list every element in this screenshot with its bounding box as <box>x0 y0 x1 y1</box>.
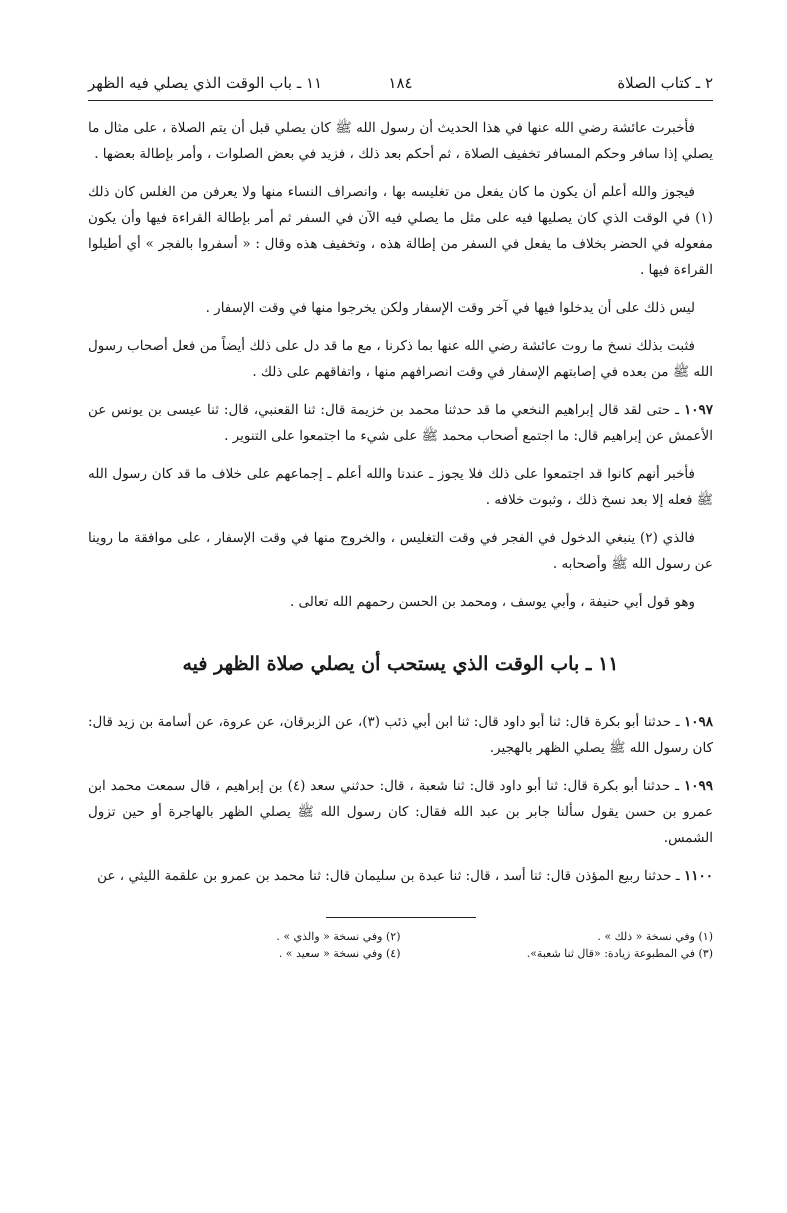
footnote: (١) وفي نسخة « ذلك » . <box>597 930 713 943</box>
chapter-heading: ١١ ـ باب الوقت الذي يستحب أن يصلي صلاة الظهر فيه <box>182 653 619 675</box>
hadith-1100: ١١٠٠ ـ حدثنا ربيع المؤذن قال: ثنا أسد ، قال: ثنا عبدة بن سليمان قال: ثنا محمد بن عمرو بن علقمة الليثي ، عن <box>97 868 713 884</box>
page-number: ١٨٤ <box>388 74 413 92</box>
hadith-1099: ١٠٩٩ ـ حدثنا أبو بكرة قال: ثنا أبو داود قال: ثنا شعبة ، قال: حدثني سعد (٤) بن إبراهيم ، قال سمعت محمد ابن عمرو بن حسن يقول سألنا جابر بن عبد الله فقال: كان رسول الله ﷺ يصلي الظهر بالهاجرة أو حين تزول الشمس. <box>88 778 713 846</box>
hadith-number: ١١٠٠ <box>683 868 713 884</box>
paragraph: وهو قول أبي حنيفة ، وأبي يوسف ، ومحمد بن الحسن رحمهم الله تعالى . <box>289 594 695 610</box>
footnote: (٣) في المطبوعة زيادة: «قال ثنا شعبة». <box>526 947 713 960</box>
hadith-text: حدثنا ربيع المؤذن قال: ثنا أسد ، قال: ثنا عبدة بن سليمان قال: ثنا محمد بن عمرو بن علقمة الليثي ، عن <box>97 868 672 884</box>
footnote: (٢) وفي نسخة « والذي » . <box>276 930 401 943</box>
paragraph: ليس ذلك على أن يدخلوا فيها في آخر وقت الإسفار ولكن يخرجوا منها في وقت الإسفار . <box>205 300 695 316</box>
paragraph: فثبت بذلك نسخ ما روت عائشة رضي الله عنها بما ذكرنا ، مع ما قد دل على ذلك أيضاً من فعل أصحاب رسول الله ﷺ من بعده في إصابتهم الإسفار في وقت انصرافهم منها ، واتفاقهم على ذلك . <box>88 338 713 380</box>
book-page <box>88 70 713 960</box>
hadith-1097: ١٠٩٧ ـ حتى لقد قال إبراهيم النخعي ما قد حدثنا محمد بن خزيمة قال: ثنا القعنبي، قال: ثنا عيسى بن يونس عن الأعمش عن إبراهيم قال: ما اجتمع أصحاب محمد ﷺ على شيء ما اجتمعوا على التنوير . <box>88 402 714 444</box>
hadith-number: ١٠٩٩ <box>683 778 713 794</box>
header-rule <box>88 100 713 101</box>
paragraph: فيجوز والله أعلم أن يكون ما كان يفعل من تغليسه بها ، وانصراف النساء منها ولا يعرفن من الغلس كان ذلك (١) في الوقت الذي كان يصليها فيه على مثل ما يصلي فيه الآن في السفر ثم أمر بإطالة القراءة فيها وأن يكون مفعوله في الحضر بخلاف ما يفعل في السفر من إطالة هذه ، وتخفيف هذه وقال : « أسفروا بالفجر » أي أطيلوا القراءة فيها . <box>88 184 713 278</box>
chapter-running-title: ١١ ـ باب الوقت الذي يصلي فيه الظهر <box>88 74 323 92</box>
page-header <box>88 70 713 100</box>
paragraph: فالذي (٢) ينبغي الدخول في الفجر في وقت التغليس ، والخروج منها في وقت الإسفار ، على موافقة ما روينا عن رسول الله ﷺ وأصحابه . <box>88 530 713 572</box>
hadith-text: حدثنا أبو بكرة قال: ثنا أبو داود قال: ثنا شعبة ، قال: حدثني سعد (٤) بن إبراهيم ، قال سمعت محمد ابن عمرو بن حسن يقول سألنا جابر بن عبد الله فقال: كان رسول الله ﷺ يصلي الظهر بالهاجرة أو حين تزول الشمس. <box>88 778 713 846</box>
hadith-1098: ١٠٩٨ ـ حدثنا أبو بكرة قال: ثنا أبو داود قال: ثنا ابن أبي ذئب (٣)، عن الزبرقان، عن عروة، عن أسامة بن زيد قال: كان رسول الله ﷺ يصلي الظهر بالهجير. <box>88 714 714 756</box>
page-body <box>88 115 713 960</box>
hadith-text: حتى لقد قال إبراهيم النخعي ما قد حدثنا محمد بن خزيمة قال: ثنا القعنبي، قال: ثنا عيسى بن يونس عن الأعمش عن إبراهيم قال: ما اجتمع أصحاب محمد ﷺ على شيء ما اجتمعوا على التنوير . <box>88 402 713 444</box>
book-section-title: ٢ ـ كتاب الصلاة <box>617 74 713 92</box>
footnote: (٤) وفي نسخة « سعيد » . <box>278 947 401 960</box>
paragraph: فأخبر أنهم كانوا قد اجتمعوا على ذلك فلا يجوز ـ عندنا والله أعلم ـ إجماعهم على خلاف ما قد كان رسول الله ﷺ فعله إلا بعد نسخ ذلك ، وثبوت خلافه . <box>88 466 713 508</box>
footnote-rule <box>326 917 476 918</box>
hadith-number: ١٠٩٧ <box>684 402 714 418</box>
footnotes <box>88 930 713 960</box>
hadith-number: ١٠٩٨ <box>684 714 714 730</box>
paragraph: فأخبرت عائشة رضي الله عنها في هذا الحديث أن رسول الله ﷺ كان يصلي قبل أن يتم الصلاة ، على مثال ما يصلي إذا سافر وحكم المسافر تخفيف الصلاة ، ثم أحكم بعد ذلك ، فزيد في بعض الصلوات ، وأمر بإطالة بعضها . <box>88 120 713 162</box>
hadith-text: حدثنا أبو بكرة قال: ثنا أبو داود قال: ثنا ابن أبي ذئب (٣)، عن الزبرقان، عن عروة، عن أسامة بن زيد قال: كان رسول الله ﷺ يصلي الظهر بالهجير. <box>88 714 713 756</box>
